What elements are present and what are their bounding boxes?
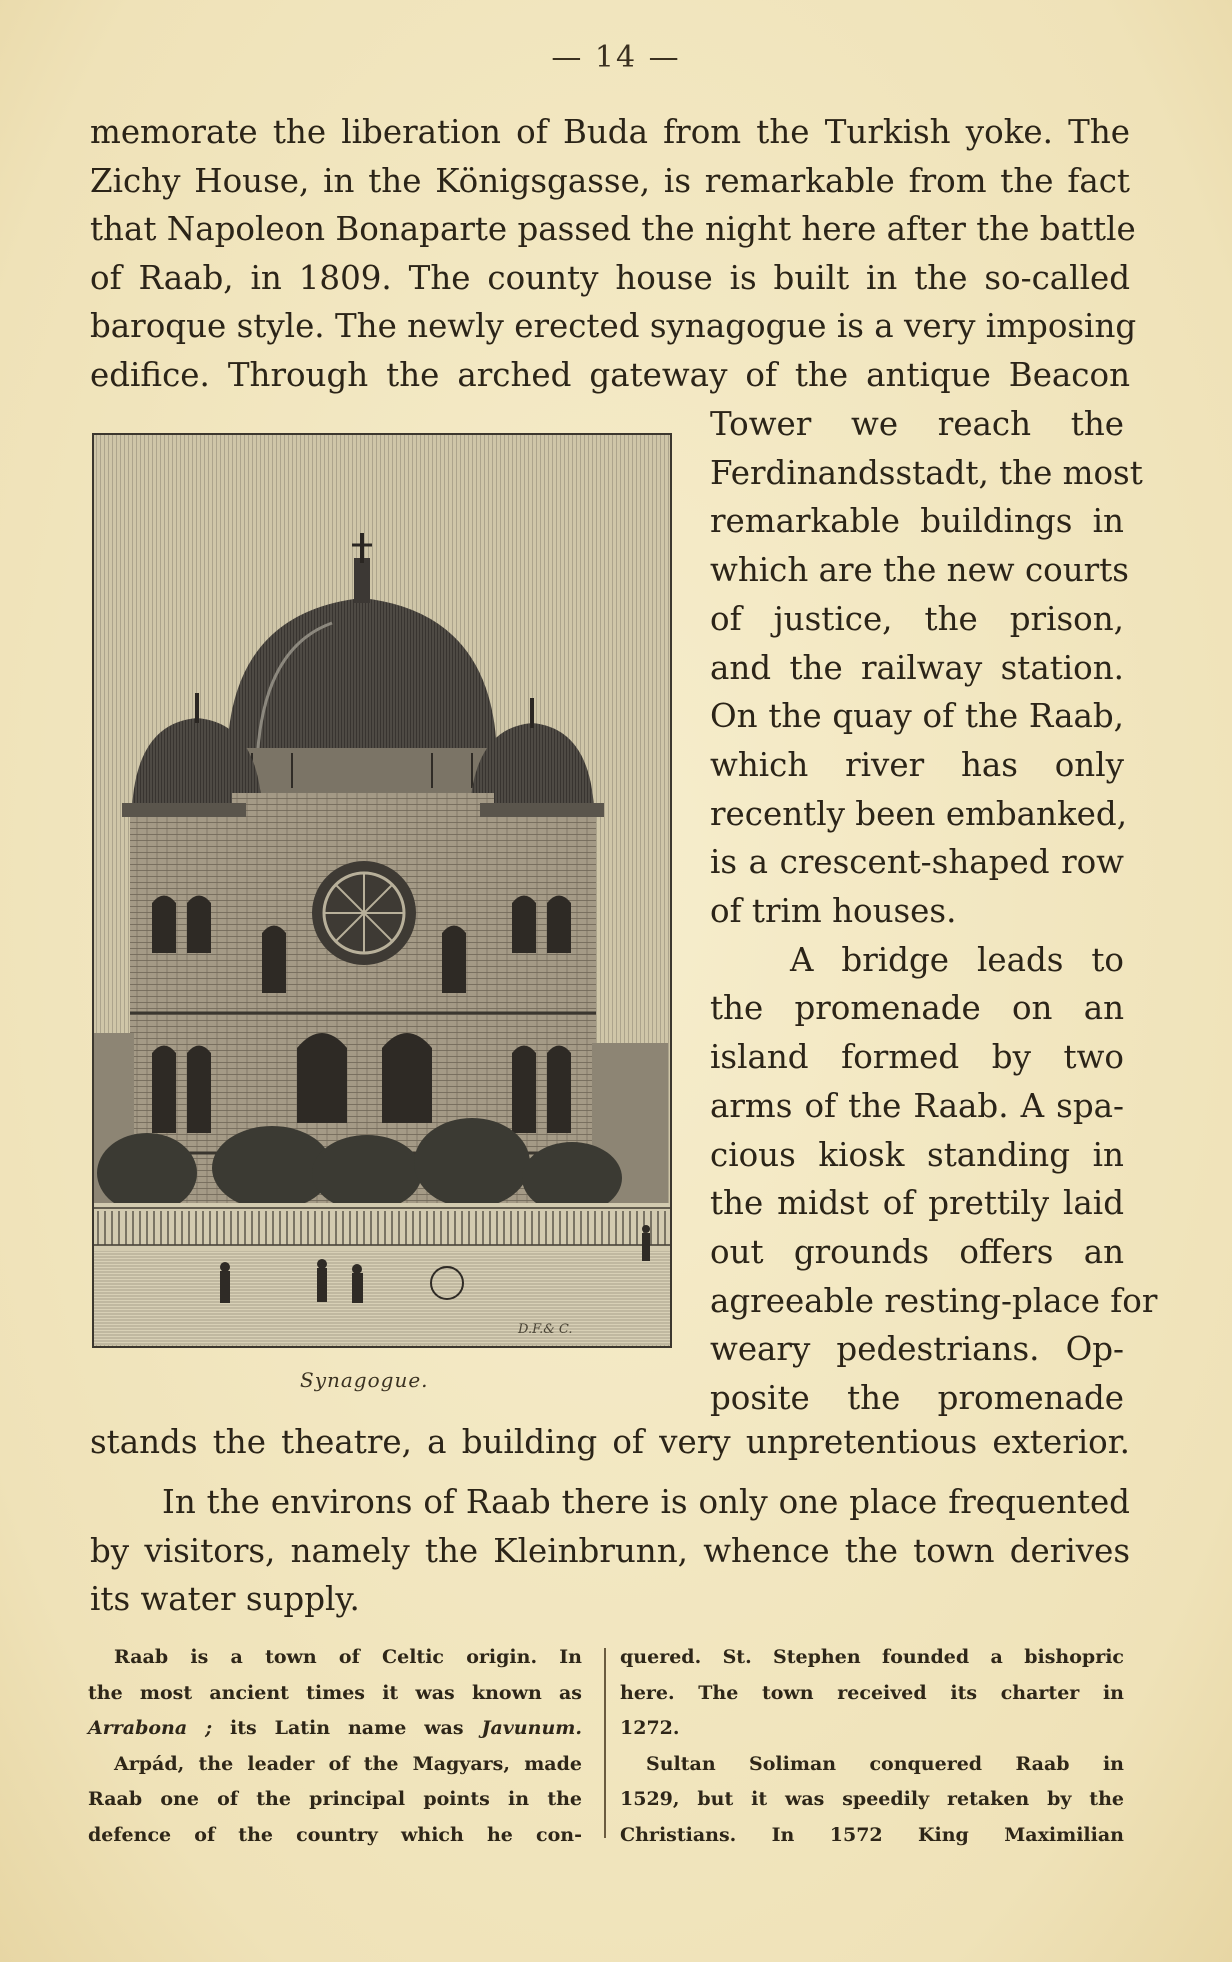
text-line: cious kiosk standing in xyxy=(710,1135,1124,1174)
text-line: agreeable resting-place for xyxy=(710,1281,1158,1320)
text-line: memorate the liberation of Buda from the Turkish yoke. The xyxy=(90,113,1130,151)
footnote-line: Raab is a town of Celtic origin. In xyxy=(114,1646,582,1668)
footnote-line: 1529, but it was speedily retaken by the xyxy=(620,1788,1124,1810)
text-line: recently been embanked, xyxy=(710,794,1128,833)
text-line: In the environs of Raab there is only one place frequented xyxy=(162,1483,1130,1521)
theatre-line xyxy=(90,1418,1130,1467)
text-line: of trim houses. xyxy=(710,892,957,931)
footnote-line: Christians. In 1572 King Maximilian xyxy=(620,1823,1124,1846)
page-number: — 14 — xyxy=(551,40,681,75)
synagogue-engraving xyxy=(92,433,672,1348)
intro-paragraph xyxy=(90,108,1137,400)
footnote-left-column xyxy=(88,1640,582,1853)
text-line: out grounds offers an xyxy=(710,1232,1124,1271)
footnote-line: Arpád, the leader of the Magyars, made xyxy=(114,1752,582,1775)
footnote-right-column xyxy=(620,1640,1124,1853)
text-line: the promenade on an xyxy=(710,989,1124,1028)
text-line: On the quay of the Raab, xyxy=(710,697,1124,736)
right-column-text xyxy=(710,400,1158,1423)
text-line: Tower we reach the xyxy=(710,405,1124,443)
text-line: its water supply. xyxy=(90,1580,360,1619)
text-line: A bridge leads to xyxy=(790,940,1124,979)
text-line: of Raab, in 1809. The county house is built in the so-called xyxy=(90,258,1130,297)
text-line: island formed by two xyxy=(710,1038,1124,1077)
latin-name: Arrabona ; xyxy=(88,1717,213,1739)
text-line: which are the new courts xyxy=(710,551,1129,590)
text-line: edifice. Through the arched gateway of the antique Beacon xyxy=(90,355,1130,394)
text-line: is a crescent-shaped row xyxy=(710,843,1124,882)
footnote-line: defence of the country which he con- xyxy=(88,1823,582,1846)
text-line: and the railway station. xyxy=(710,648,1124,687)
text-line: weary pedestrians. Op- xyxy=(710,1330,1124,1369)
footnote-line: quered. St. Stephen founded a bishopric xyxy=(620,1646,1124,1668)
footnote-divider xyxy=(604,1648,606,1838)
text-line: arms of the Raab. A spa- xyxy=(710,1086,1124,1125)
text-line: posite the promenade xyxy=(710,1379,1124,1418)
text-line: of justice, the prison, xyxy=(710,599,1124,638)
text-line: that Napoleon Bonaparte passed the night here after the battle xyxy=(90,210,1136,249)
latin-name: Javunum. xyxy=(481,1717,582,1739)
text-line: stands the theatre, a building of very unpretentious exterior. xyxy=(90,1423,1130,1461)
text-line: Ferdinandsstadt, the most xyxy=(710,453,1143,492)
footnote-line xyxy=(88,1711,582,1747)
footnote-line: Sultan Soliman conquered Raab in xyxy=(646,1752,1124,1775)
text-line: by visitors, namely the Kleinbrunn, whence the town derives xyxy=(90,1531,1130,1570)
text-line: Zichy House, in the Königsgasse, is remarkable from the fact xyxy=(90,161,1130,200)
footnote-text: its Latin name was xyxy=(212,1717,482,1739)
environs-paragraph xyxy=(90,1478,1130,1624)
text-line: the midst of prettily laid xyxy=(710,1184,1124,1223)
footnote-line: 1272. xyxy=(620,1717,680,1739)
engraver-mark: D.F.& C. xyxy=(518,1322,573,1337)
text-line: baroque style. The newly erected synagogue is a very imposing xyxy=(90,307,1137,346)
footnote-line: Raab one of the principal points in the xyxy=(88,1788,582,1810)
text-line: remarkable buildings in xyxy=(710,502,1124,541)
footnote-line: here. The town received its charter in xyxy=(620,1681,1124,1704)
text-line: which river has only xyxy=(710,745,1124,784)
figure-caption: Synagogue. xyxy=(300,1368,429,1392)
footnote-line: the most ancient times it was known as xyxy=(88,1681,582,1704)
